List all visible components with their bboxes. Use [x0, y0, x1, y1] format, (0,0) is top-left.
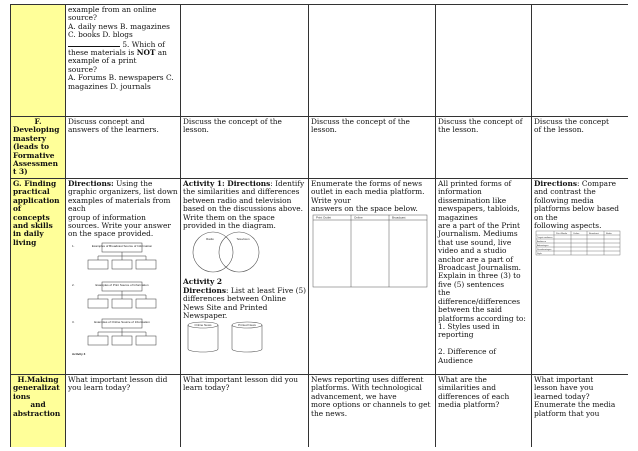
stage-label: Developing	[13, 125, 60, 135]
stage-label: H.Making	[17, 375, 59, 384]
graphic-organizer-diagram	[68, 239, 176, 365]
text-line: provided in the diagram.	[183, 221, 276, 231]
outlet-header: Broadcast	[392, 215, 406, 220]
text-line: of the lesson.	[534, 125, 584, 135]
text-line: example of a print	[68, 56, 137, 66]
text-line: magazines D. journals	[68, 81, 151, 91]
organizer-activity-label: Activity 3	[72, 351, 86, 356]
text-line: similarities and	[438, 383, 496, 393]
text-line: the similarities and differences	[183, 187, 300, 197]
stage-cell-h	[11, 375, 66, 448]
outlet-header: Print Outlet	[316, 215, 332, 220]
text-line: Enumerate the media	[534, 400, 616, 410]
stage-label: t 3)	[13, 167, 28, 177]
text-line: platforms. With technological	[311, 383, 422, 393]
text: : Compare	[577, 179, 616, 188]
organizer-box-label: Examples of Online Source of Information	[94, 319, 150, 324]
text-line: Write your	[311, 195, 351, 205]
compare-header: Radio	[606, 233, 612, 236]
compare-row-label: Advantages	[537, 245, 549, 248]
cylinder-label: Online News	[194, 323, 212, 328]
text-line: the news.	[311, 408, 348, 418]
text-line: answers on the space below.	[311, 204, 418, 214]
text-line: News reporting uses different	[311, 375, 424, 384]
graphic-organizer-figure	[68, 239, 178, 365]
stage-label: in daily	[13, 229, 44, 239]
compare-row-label: Style	[537, 253, 542, 256]
text-line: lesson have you	[534, 383, 594, 393]
text-line: Discuss concept and	[68, 117, 145, 126]
text-line: video and a studio	[438, 246, 507, 256]
compare-row-label: Audience	[537, 241, 547, 244]
compare-row-label: Disadvantages	[537, 249, 552, 252]
text-line: outlet in each media platform.	[311, 187, 425, 197]
row-f-col1	[66, 117, 181, 179]
stage-label: generalizat	[13, 383, 60, 393]
stage-cell-g	[11, 179, 66, 375]
row-f-col2	[181, 117, 309, 179]
activity-1-label: Activity 1: Directions	[183, 179, 271, 188]
compare-row-label: Target audience	[537, 237, 553, 240]
text-line: graphic organizers, list down	[68, 187, 178, 197]
text-line: Audience	[438, 355, 473, 365]
text-line: are a part of the Print	[438, 221, 520, 231]
text-line: on the space provided.	[68, 229, 154, 239]
text-line: media platform?	[438, 400, 500, 410]
continued-questions-cell	[66, 5, 181, 117]
table-row-f	[11, 117, 629, 179]
text-line: and contrast the	[534, 187, 596, 197]
lesson-plan-table	[10, 4, 628, 447]
row-g-col3	[309, 179, 436, 375]
organizer-number: 2.	[72, 282, 75, 287]
text-line: newspapers, tabloids,	[438, 204, 520, 214]
text-line: Discuss the concept of the	[311, 117, 410, 126]
empty-cell	[181, 5, 309, 117]
stage-label: Assessmen	[13, 159, 58, 169]
text-line: between radio and television	[183, 195, 292, 205]
text-line: News Site and Printed	[183, 302, 268, 312]
text-line: source?	[68, 13, 98, 23]
row-h-col1	[66, 375, 181, 448]
stage-label: living	[13, 237, 37, 247]
stage-label: and	[30, 400, 46, 410]
stage-label: (leads to	[13, 142, 50, 152]
empty-cell	[532, 5, 629, 117]
stage-label: abstraction	[13, 408, 61, 418]
organizer-box-label: Examples of Broadcast Source of Information	[91, 243, 153, 248]
table-row-continued	[11, 5, 629, 117]
text-line: What are the	[438, 375, 487, 384]
directions-label: Directions:	[68, 179, 114, 188]
text-line: information	[438, 187, 482, 197]
row-f-col3	[309, 117, 436, 179]
text-line: platforms according to:	[438, 313, 526, 323]
cylinder-diagram	[183, 320, 305, 356]
text-line: source?	[68, 64, 98, 74]
stage-cell-empty	[11, 5, 66, 117]
row-f-col5	[532, 117, 629, 179]
text-line: on the	[534, 212, 558, 222]
text-line: group of information	[68, 212, 146, 222]
row-h-col5	[532, 375, 629, 448]
text-line: following media	[534, 195, 594, 205]
text-line: that use sound, live	[438, 237, 512, 247]
text-line: Journalism. Mediums	[438, 229, 518, 239]
text-line: differences of each	[438, 391, 510, 401]
text-line: the	[438, 288, 451, 298]
row-g-col1	[66, 179, 181, 375]
text-line: A. daily news B. magazines	[68, 21, 170, 31]
cylinder-figure	[183, 320, 306, 356]
text-line: dissemination like	[438, 195, 507, 205]
news-outlet-table-figure	[311, 214, 433, 290]
row-g-col2	[181, 179, 309, 375]
organizer-box-label: Examples of Print Source of Information	[95, 282, 149, 287]
stage-label: and skills	[13, 221, 53, 231]
compare-header: Print Media	[556, 233, 568, 236]
text-line: magazines	[438, 212, 478, 222]
text-line: 1. Styles used in	[438, 321, 500, 331]
stage-label: ions	[13, 391, 31, 401]
row-f-col4	[436, 117, 532, 179]
compare-header: Broadcast	[589, 233, 599, 236]
q5-suffix: 5. Which of	[120, 39, 165, 49]
empty-cell	[309, 5, 436, 117]
text-line: the lesson.	[438, 125, 479, 135]
text-line: each	[68, 204, 86, 214]
text-line: example from an online	[68, 5, 157, 14]
table-row-g	[11, 179, 629, 375]
text-line: What important	[534, 375, 594, 384]
text-line: based on the discussions above.	[183, 204, 303, 214]
text-line: Write them on the space	[183, 212, 275, 222]
table-row-h	[11, 375, 629, 448]
text-line: lesson.	[183, 125, 209, 135]
stage-label: concepts	[13, 212, 50, 222]
stage-label: application	[13, 195, 60, 205]
text-line: Explain in three (3) to	[438, 271, 521, 281]
text-line: All printed forms of	[438, 179, 512, 188]
q5-text: these materials is	[68, 48, 137, 58]
text-line: difference/differences	[438, 296, 521, 306]
compare-table	[534, 230, 622, 256]
row-h-col3	[309, 375, 436, 448]
lesson-plan-page	[10, 4, 628, 447]
text-line: anchor are a part of	[438, 254, 513, 264]
text-line: examples of materials from	[68, 195, 171, 205]
row-g-col5	[532, 179, 629, 375]
organizer-number: 1.	[72, 243, 75, 248]
news-outlet-table	[311, 214, 429, 290]
text-line: between the said	[438, 305, 503, 315]
text-line: platform that you	[534, 408, 600, 418]
compare-table-figure	[534, 230, 626, 256]
stage-label: Formative	[13, 150, 55, 160]
text-line: differences between Online	[183, 294, 286, 304]
directions-label: Directions	[534, 179, 577, 188]
venn-label: Television	[236, 237, 250, 242]
text-line: lesson.	[311, 125, 337, 135]
compare-header: Online	[573, 233, 580, 236]
text-line: What important lesson did you	[183, 375, 299, 384]
q5-not: NOT	[136, 48, 156, 58]
row-h-col4	[436, 375, 532, 448]
stage-label: practical	[13, 187, 50, 197]
text-line: Discuss the concept of the	[183, 117, 282, 126]
organizer-number: 3.	[72, 319, 75, 324]
stage-label: G. Finding	[13, 179, 57, 188]
stage-cell-f	[11, 117, 66, 179]
text-line: following aspects.	[534, 221, 602, 231]
text-line: Discuss the concept	[534, 117, 609, 126]
cylinder-label: Printed News	[238, 323, 256, 328]
stage-label: F.	[34, 117, 42, 126]
outlet-header: Online	[354, 215, 363, 220]
text-line: learned today?	[534, 391, 590, 401]
stage-label: of	[13, 204, 22, 214]
text-line: answers of the learners.	[68, 125, 159, 135]
answer-blank	[68, 40, 120, 47]
text-line: Enumerate the forms of news	[311, 179, 423, 188]
text-line: advancement, we have	[311, 391, 397, 401]
text-line: 2. Difference of	[438, 347, 497, 357]
venn-diagram-figure	[183, 230, 306, 276]
text-line: C. books D. blogs	[68, 30, 133, 40]
text: : Identify	[270, 179, 305, 188]
text-line: sources. Write your answer	[68, 221, 171, 231]
activity-2-title: Activity 2	[183, 277, 222, 287]
text-line: What important lesson did	[68, 375, 168, 384]
text-line: platforms below based	[534, 204, 619, 214]
text-line: Discuss the concept of	[438, 117, 523, 126]
row-h-col2	[181, 375, 309, 448]
q5-text: an	[155, 48, 167, 58]
row-g-col4	[436, 179, 532, 375]
text-line: reporting	[438, 330, 474, 340]
venn-label: Radio	[206, 237, 214, 242]
text: Using the	[113, 179, 153, 188]
text-line: A. Forums B. newspapers C.	[68, 73, 174, 83]
text-line: Broadcast Journalism.	[438, 263, 521, 273]
activity-2-label: Directions	[183, 285, 226, 295]
stage-label: mastery	[13, 133, 47, 143]
empty-cell	[436, 5, 532, 117]
text-line: five (5) sentences	[438, 279, 504, 289]
text: : List at least Five (5)	[226, 285, 307, 295]
text-line: you learn today?	[68, 383, 131, 393]
text-line: Newspaper.	[183, 311, 228, 321]
venn-diagram	[183, 230, 305, 276]
text-line: more options or channels to get	[311, 400, 431, 410]
text-line: learn today?	[183, 383, 230, 393]
